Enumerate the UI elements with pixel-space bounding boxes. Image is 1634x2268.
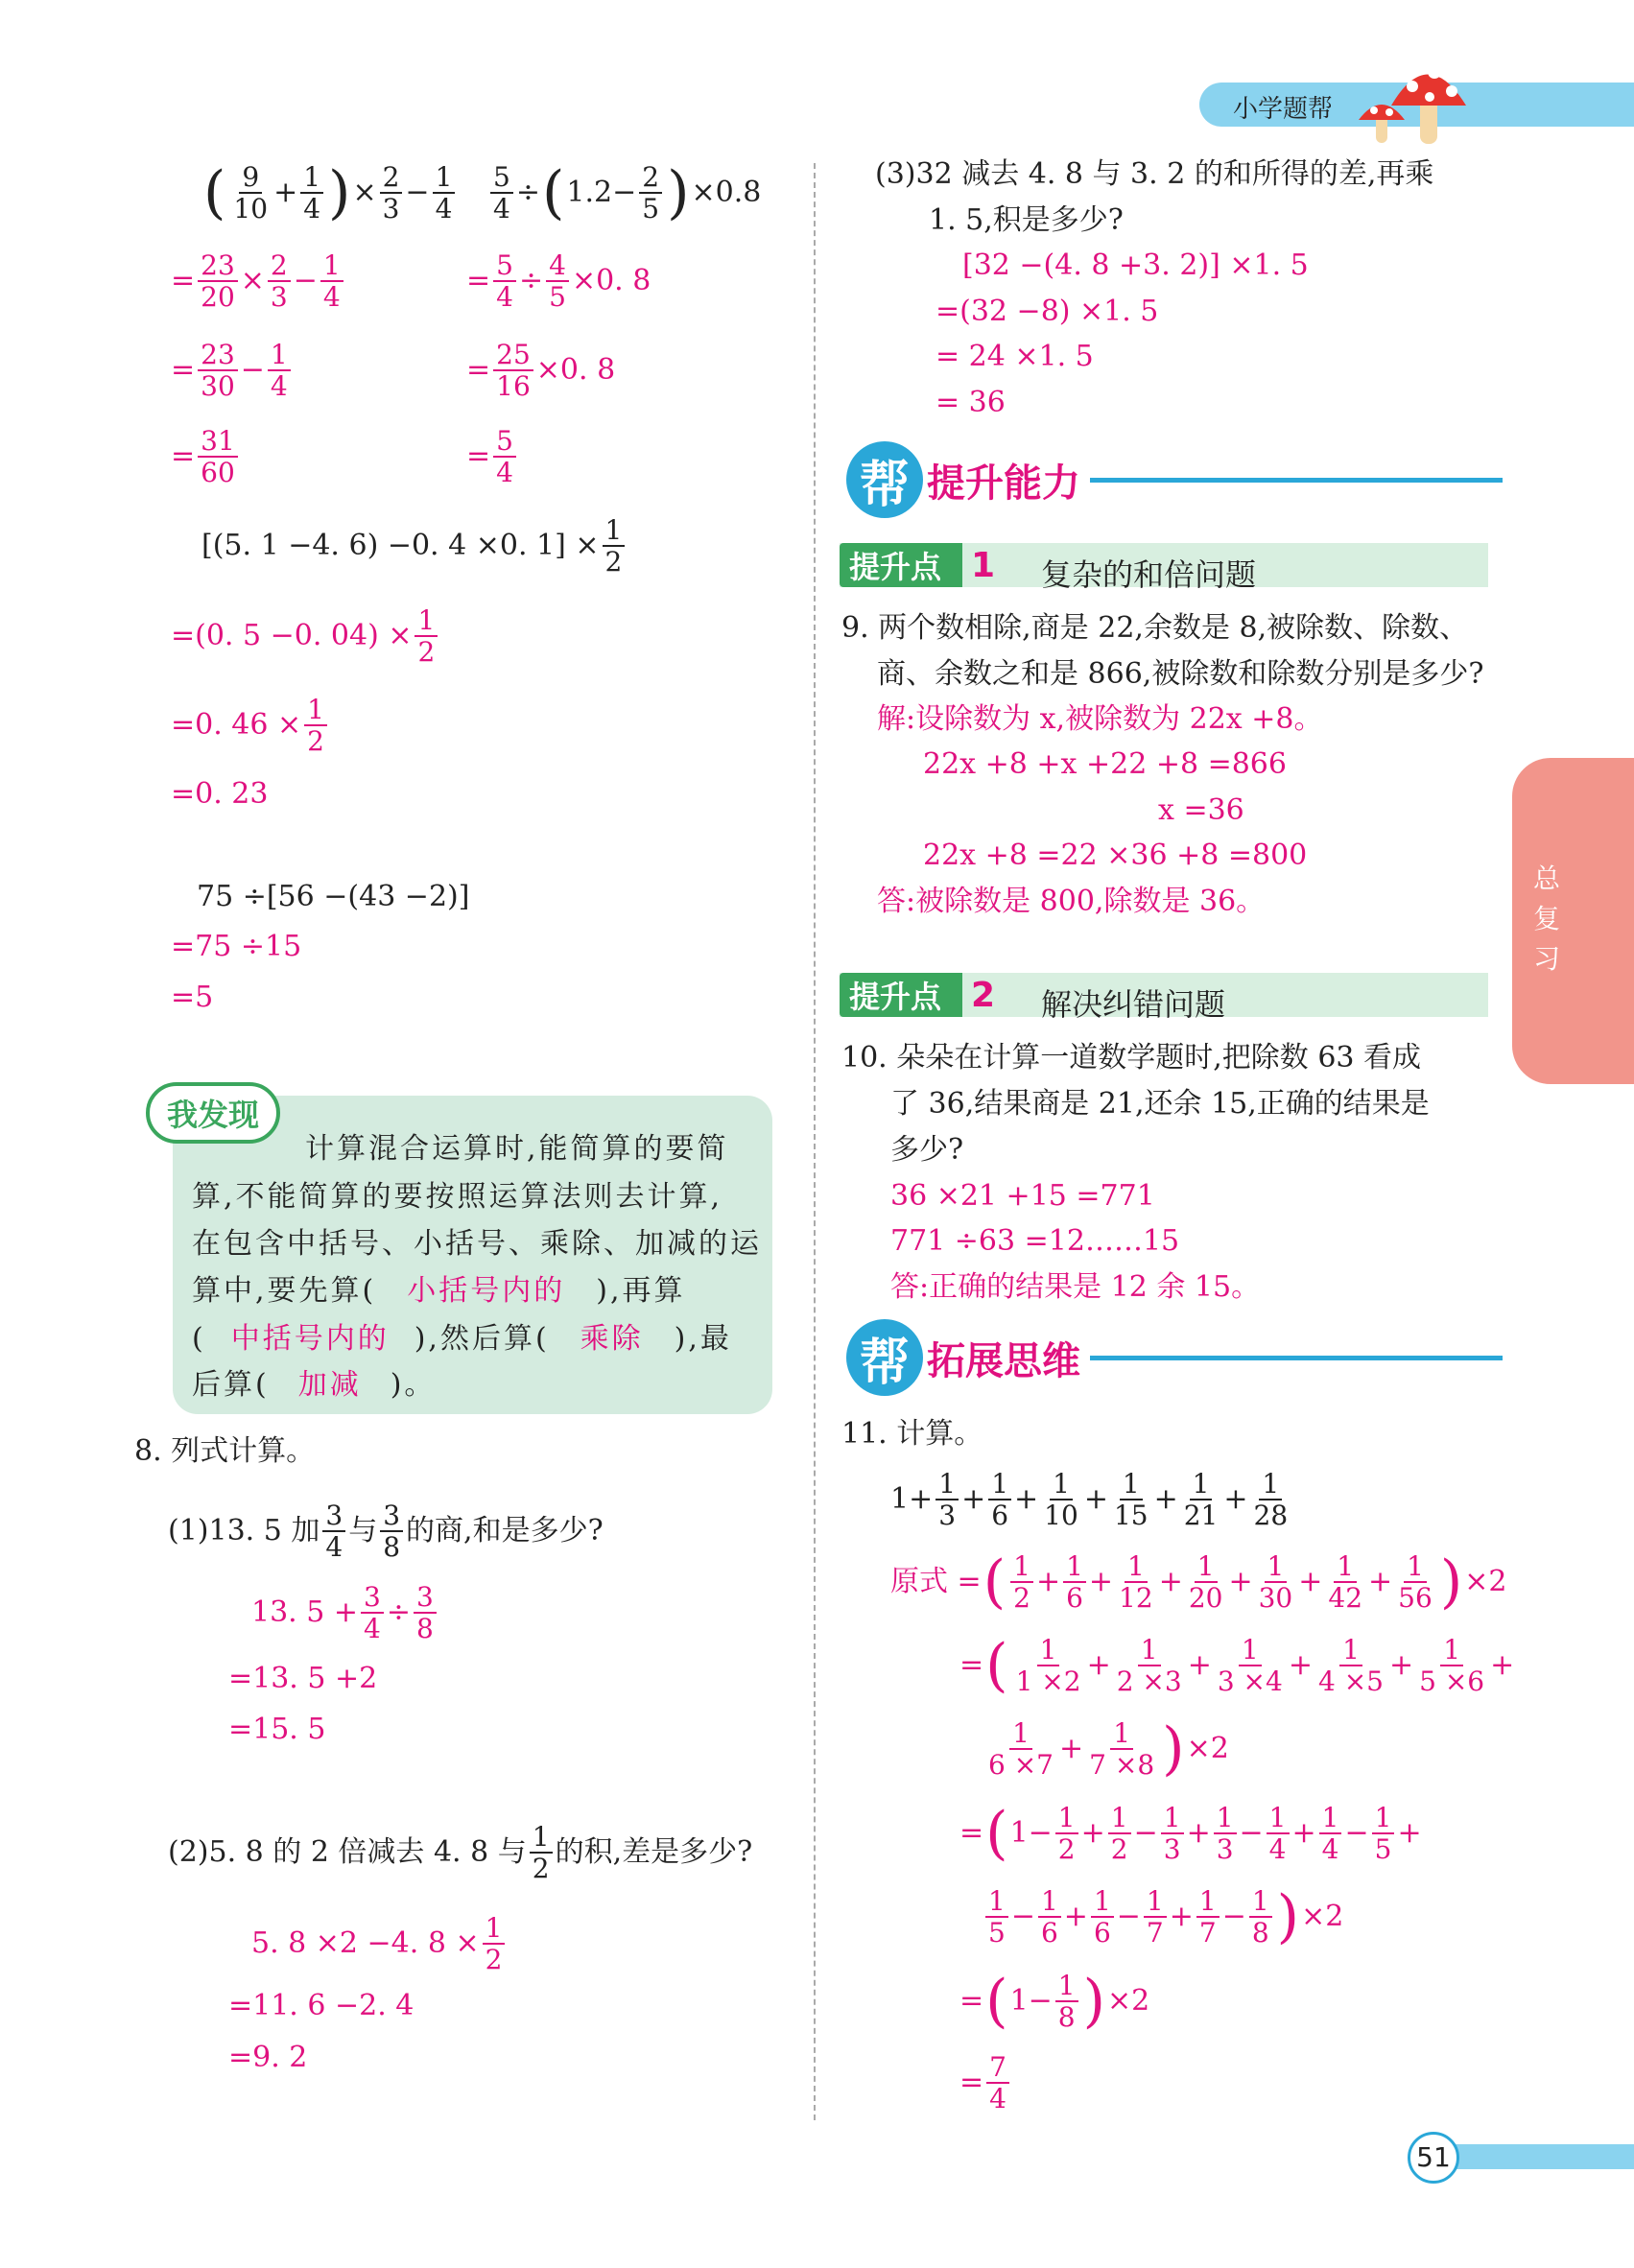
q11-title: 11. 计算。 [841,1417,983,1451]
q11-step2b: $\frac{1}{6 \times 7}$ + $\frac{1}{7 \times 8}$ ) ×2 [988,1715,1229,1784]
point2-title: 解决纠错问题 [1041,986,1226,1023]
q11-final: = $\frac{7}{4}$ [959,2053,1012,2114]
q3-line1: (3)32 减去 4. 8 与 3. 2 的和所得的差,再乘 [875,157,1434,191]
section-header-ability [846,441,1503,518]
q10-answer3: 答:正确的结果是 12 余 15。 [890,1270,1261,1304]
point1-tag: 提升点 [840,543,962,587]
q11-step3b: $\frac{1}{5}$ − $\frac{1}{6}$ + $\frac{1}{6}$ − $\frac{1}{7}$ + $\frac{1}{7}$ − $\frac{1}{8}$ ) ×2 [983,1887,1343,1948]
mushroom-icon [1353,53,1478,149]
q8-a1-step1: =13. 5 +2 [228,1662,378,1695]
bang-icon: 帮 [846,441,923,518]
q8-sub2: (2)5. 8 的 2 倍减去 4. 8 与 $\frac{1}{2}$ 的积,差是多少? [168,1821,753,1885]
q3-answer2: =(32 −8) ×1. 5 [935,295,1159,328]
bang-icon: 帮 [846,1319,923,1396]
discover-badge: 我发现 [146,1082,280,1144]
q3-answer3: = 24 ×1. 5 [935,340,1094,373]
q10-line1: 10. 朵朵在计算一道数学题时,把除数 63 看成 [841,1041,1422,1075]
q8-a2-step1: =11. 6 −2. 4 [228,1989,414,2022]
q8-a1: 13. 5 + $\frac{3}{4}$ ÷ $\frac{3}{8}$ [251,1583,439,1643]
q9-answer3: x =36 [1158,793,1244,827]
header-tag: 小学题帮 [1233,95,1334,124]
q11-question: 1 + $\frac{1}{3}$ + $\frac{1}{6}$ + $\frac{1}{10}$ + $\frac{1}{15}$ + $\frac{1}{21}$ + $\frac{1}{28}$ [890,1468,1289,1532]
q8-title: 8. 列式计算。 [134,1434,316,1468]
p1-step2: = $\frac{23}{30}$ − $\frac{1}{4}$ [171,341,294,401]
p3-question: [(5. 1 −4. 6) −0. 4 ×0. 1] × $\frac{1}{2}$ [201,516,628,577]
q3-line2: 1. 5,积是多少? [929,203,1124,237]
section-title: 拓展思维 [927,1338,1080,1383]
point2-tag: 提升点 [840,973,962,1017]
q9-answer4: 22x +8 =22 ×36 +8 =800 [923,839,1308,872]
q8-sub1: (1)13. 5 加 $\frac{3}{4}$ 与 $\frac{3}{8}$ 的商,和是多少? [168,1500,604,1564]
q8-a2-step2: =9. 2 [228,2041,308,2074]
p2-step1: = $\frac{5}{4}$ ÷ $\frac{4}{5}$ ×0. 8 [466,249,651,314]
p3-step2: =0. 46 × $\frac{1}{2}$ [171,696,330,756]
q3-answer4: = 36 [935,386,1006,419]
section-header-thinking [846,1319,1503,1396]
p1-question: ( $\frac{9}{10}$ + $\frac{1}{4}$ ) × $\frac{2}{3}$ − $\frac{1}{4}$ [201,163,458,224]
point2-num: 2 [971,976,996,1015]
section-line [1090,1356,1503,1360]
q3-answer1: [32 −(4. 8 +3. 2)] ×1. 5 [962,248,1309,282]
discover-line5: ( 中括号内的 ),然后算( 乘除 ),最 [192,1322,732,1356]
p2-step3: = $\frac{5}{4}$ [466,427,519,487]
q11-step4: = ( 1 − $\frac{1}{8}$ ) ×2 [959,1968,1150,2036]
discover-line6: 后算( 加减 )。 [192,1368,437,1402]
p4-question: 75 ÷[56 −(43 −2)] [197,880,470,913]
discover-line4: 算中,要先算( 小括号内的 ),再算 [192,1274,686,1308]
q10-line2: 了 36,结果商是 21,还余 15,正确的结果是 [890,1087,1430,1121]
q9-answer5: 答:被除数是 800,除数是 36。 [877,885,1266,918]
q9-line2: 商、余数之和是 866,被除数和除数分别是多少? [877,657,1484,691]
q9-answer2: 22x +8 +x +22 +8 =866 [923,747,1287,781]
q10-line3: 多少? [890,1133,964,1167]
p1-step3: = $\frac{31}{60}$ [171,427,241,487]
discover-line1: 计算混合运算时,能简算的要简 [305,1132,729,1166]
section-title: 提升能力 [927,461,1080,506]
section-line [1090,478,1503,483]
q9-line1: 9. 两个数相除,商是 22,余数是 8,被除数、除数、 [841,611,1469,645]
q8-a2: 5. 8 ×2 −4. 8 × $\frac{1}{2}$ [251,1914,508,1974]
p3-step3: =0. 23 [171,777,269,811]
side-tab-label: 总复习 [1532,862,1560,975]
q11-step2: = ( $\frac{1}{1 \times 2}$ + $\frac{1}{2 \times 3}$ + $\frac{1}{3 \times 4}$ + $\frac{1}{4 \times 5}$ + $\frac{1}{5 \times 6}$ + [959,1632,1515,1700]
column-divider [814,163,816,2120]
p2-step2: = $\frac{25}{16}$ ×0. 8 [466,339,616,403]
p4-step2: =5 [171,980,214,1014]
q10-answer2: 771 ÷63 =12……15 [890,1224,1180,1258]
q9-answer1: 解:设除数为 x,被除数为 22x +8。 [877,702,1323,736]
footer-bar [1439,2144,1634,2169]
q10-answer1: 36 ×21 +15 =771 [890,1179,1155,1213]
point1-title: 复杂的和倍问题 [1041,556,1257,593]
p4-step1: =75 ÷15 [171,930,302,963]
p2-question: $\frac{5}{4}$ ÷ ( 1.2 − $\frac{2}{5}$ ) ×0.8 [487,163,761,224]
discover-line3: 在包含中括号、小括号、乘除、加减的运 [192,1227,762,1261]
point1-num: 1 [971,546,996,585]
q11-step1: 原式 = ( $\frac{1}{2}$ + $\frac{1}{6}$ + $\frac{1}{12}$ + $\frac{1}{20}$ + $\frac{1}{30}$ + $\frac{1}{42}$ + $\frac{1}{56}$ ) ×2 [890,1548,1507,1617]
page-number: 51 [1408,2132,1459,2184]
p1-step1: = $\frac{23}{20}$ × $\frac{2}{3}$ − $\frac{1}{4}$ [171,251,346,312]
q11-step3: = ( 1 − $\frac{1}{2}$ + $\frac{1}{2}$ − $\frac{1}{3}$ + $\frac{1}{3}$ − $\frac{1}{4}$ + $\frac{1}{4}$ − $\frac{1}{5}$ + [959,1800,1422,1868]
p3-step1: =(0. 5 −0. 04) × $\frac{1}{2}$ [171,606,440,667]
q8-a1-step2: =15. 5 [228,1713,326,1746]
discover-line2: 算,不能简算的要按照运算法则去计算, [192,1180,723,1214]
